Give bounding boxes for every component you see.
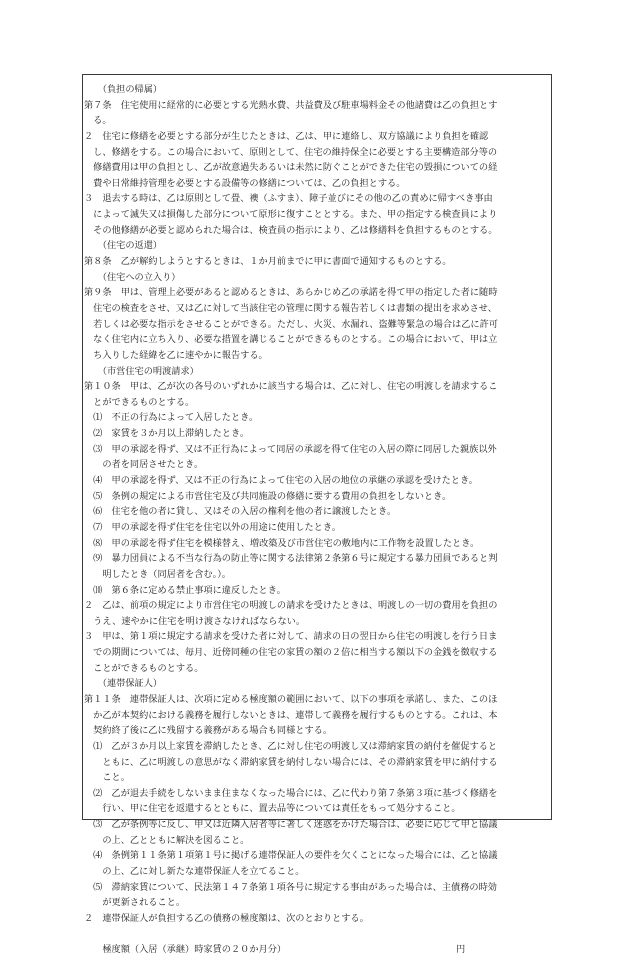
article-7: 第７条 住宅使用に経常的に必要とする光熱水費、共益費及び駐車場料金その他諸費は乙の負担とす [84,99,498,111]
text-line: によって滅失又は損傷した部分について原形に復すこととする。また、甲の指定する検査員により [84,209,498,221]
text-line: その他修繕が必要と認められた場合は、検査員の指示により、乙は修繕料を負担するものとする。 [84,224,498,236]
text-line: 契約終了後に乙に残留する義務がある場合も同様とする。 [84,725,333,737]
spacer [84,927,548,943]
list-item: ⑶ 乙が条例等に反し、甲又は近隣入居者等に著しく迷惑をかけた場合は、必要に応じて甲と協議 [84,819,498,831]
list-item: ⑷ 条例第１１条第１項第１号に掲げる連帯保証人の要件を欠くことになった場合には、乙と協議 [84,850,498,862]
text-line: か乙が本契約における義務を履行しないときは、連帯して義務を履行するものとする。これは、本 [84,709,498,721]
text-line: し、修繕をする。この場合において、原則として、住宅の維持保全に必要とする主要構造部分等の [84,146,498,158]
text-line: うえ、速やかに住宅を明け渡さなければならない。 [84,615,306,627]
article-11-para-2: ２ 連帯保証人が負担する乙の債務の極度額は、次のとおりとする。 [84,912,369,924]
list-item: ⑴ 乙が３か月以上家賃を滞納したとき、乙に対し住宅の明渡し又は滞納家賃の納付を催促すると [84,740,498,752]
article-9: 第９条 甲は、管理上必要があると認めるときは、あらかじめ乙の承諾を得て甲の指定した者に随時 [84,287,498,299]
text-line: での期間については、毎月、近傍同種の住宅の家賃の額の２倍に相当する額以下の金銭を徴収する [84,647,498,659]
heading-eviction: （市営住宅の明渡請求） [84,365,199,377]
article-8: 第８条 乙が解約しようとするときは、１か月前までに甲に書面で通知するものとする。 [84,256,452,268]
limit-amount-label: 極度額（入居（承継）時家賃の２０か月分） [84,944,287,956]
heading-burden: （負担の帰属） [84,84,163,95]
list-item: ⑷ 甲の承認を得ず、又は不正の行為によって住宅の入居の地位の承継の承認を受けたとき。 [84,475,478,487]
list-item: ⑵ 乙が退去手続をしないまま住まなくなった場合には、乙に代わり第７条第３項に基づく修繕を [84,787,498,799]
text-line: 修繕費用は甲の負担とし、乙が故意過失あるいは未然に防ぐことができた住宅の毀損についての経 [84,162,498,174]
text-line: ことができるものとする。 [84,662,204,674]
text-line: とができるものとする。 [84,396,195,408]
article-7-para-2: ２ 住宅に修繕を必要とする部分が生じたときは、乙は、甲に連絡し、双方協議により負担を確認 [84,130,489,142]
list-item: ⑺ 甲の承認を得ず住宅を住宅以外の用途に使用したとき。 [84,521,341,533]
text-line: なく住宅内に立ち入り、必要な措置を講じることができるものとする。この場合において、甲は立 [84,334,498,346]
heading-entry: （住宅への立入り） [84,271,181,283]
text-line: る。 [84,115,112,127]
text-line: こと。 [84,772,130,784]
text-line: ち入りした経緯を乙に速やかに報告する。 [84,349,268,361]
limit-amount-row [84,942,548,958]
text-line: 住宅の検査をさせ、又は乙に対して当該住宅の管理に関する報告若しくは書類の提出を求めさせ、 [84,302,497,314]
list-item: ⑸ 滞納家賃について、民法第１４７条第１項各号に規定する事由があった場合は、主債務の時効 [84,881,497,893]
list-item: ⑽ 第６条に定める禁止事項に違反したとき。 [84,584,286,596]
text-line: が更新されること。 [84,897,186,909]
list-item: ⑵ 家賃を３か月以上滞納したとき。 [84,428,250,440]
text-line: の上、乙に対し新たな連帯保証人を立てること。 [84,866,305,878]
list-item: ⑻ 甲の承認を得ず住宅を模様替え、増改築及び市営住宅の敷地内に工作物を設置したとき。 [84,537,480,549]
text-line: の者を同居させたとき。 [84,459,204,471]
list-item: ⑸ 条例の規定による市営住宅及び共同施設の修繕に要する費用の負担をしないとき。 [84,490,452,502]
text-line: 若しくは必要な指示をさせることができる。ただし、火災、水漏れ、盗難等緊急の場合は乙に許可 [84,318,498,330]
heading-guarantor: （連帯保証人） [84,678,163,690]
text-line: ともに、乙に明渡しの意思がなく滞納家賃を納付しない場合には、その滞納家賃を甲に納付する [84,756,498,768]
article-11: 第１１条 連帯保証人は、次項に定める極度額の範囲において、以下の事項を承諾し、また、このほ [84,693,498,705]
heading-return: （住宅の返還） [84,240,163,252]
yen-unit: 円 [456,944,466,956]
document-body [84,82,548,958]
text-line: 明したとき（同居者を含む。）。 [84,568,231,580]
article-10: 第１０条 甲は、乙が次の各号のいずれかに該当する場合は、乙に対し、住宅の明渡しを請求するこ [84,381,498,393]
text-line: 行い、甲に住宅を返還するとともに、置去品等については責任をもって処分すること。 [84,803,461,815]
list-item: ⑴ 不正の行為によって入居したとき。 [84,412,259,424]
list-item: ⑼ 暴力団員による不当な行為の防止等に関する法律第２条第６号に規定する暴力団員であると判 [84,553,498,565]
text-line: の上、乙とともに解決を図ること。 [84,834,250,846]
article-10-para-3: ３ 甲は、第１項に規定する請求を受けた者に対して、請求の日の翌日から住宅の明渡しを行う日ま [84,631,498,643]
list-item: ⑶ 甲の承認を得ず、又は不正行為によって同居の承認を得て住宅の入居の際に同居した親族以外 [84,443,497,455]
article-10-para-2: ２ 乙は、前項の規定により市営住宅の明渡しの請求を受けたときは、明渡しの一切の費用を負担の [84,600,498,612]
text-line: 費や日常維持管理を必要とする設備等の修繕については、乙の負担とする。 [84,177,406,189]
article-7-para-3: ３ 退去する時は、乙は原則として畳、襖（ふすま）、障子並びにその他の乙の責めに帰すべき事由 [84,193,493,205]
list-item: ⑹ 住宅を他の者に貸し、又はその入居の権利を他の者に譲渡したとき。 [84,506,397,518]
